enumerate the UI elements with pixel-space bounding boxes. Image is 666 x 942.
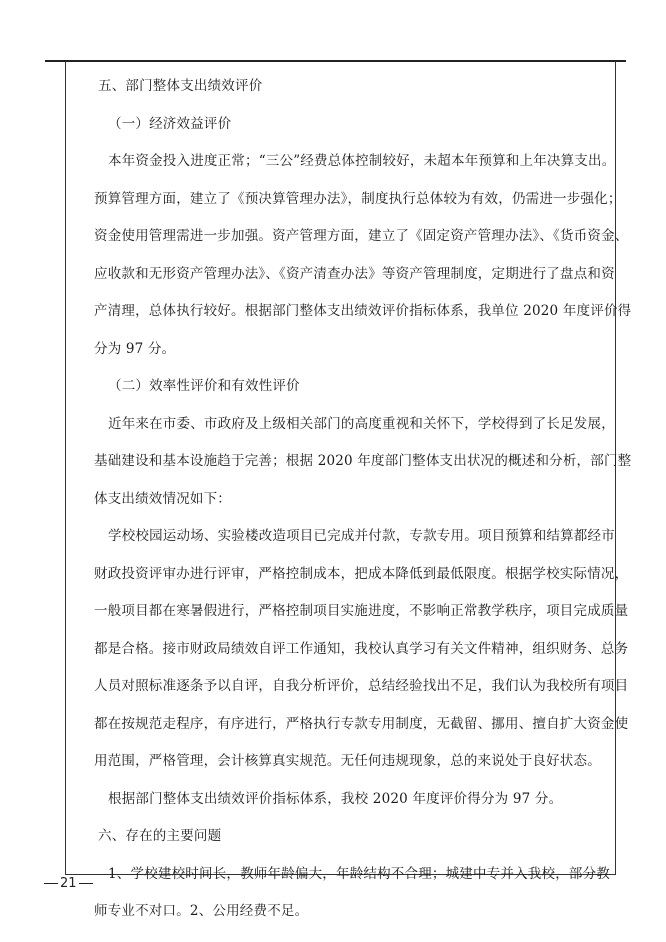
paragraph-line: 体支出绩效情况如下：	[94, 490, 231, 507]
paragraph-line: 本年资金投入进度正常；“三公”经费总体控制较好，未超本年预算和上年决算支出。	[108, 153, 616, 169]
paragraph-line: 近年来在市委、市政府及上级相关部门的高度重视和关怀下，学校得到了长足发展，	[108, 415, 615, 432]
paragraph-line: 一般项目都在寒暑假进行，严格控制项目实施进度，不影响正常教学秩序，项目完成质量	[94, 603, 629, 619]
footer-dash-left	[44, 883, 58, 884]
page-footer	[44, 876, 93, 892]
page-number: 21	[60, 876, 77, 891]
section-heading-6: 六、存在的主要问题	[98, 828, 222, 844]
paragraph-line: 人员对照标准逐条予以自评，自我分析评价，总结经验找出不足，我们认为我校所有项目	[94, 678, 629, 694]
paragraph-line: 基础建设和基本设施趋于完善；根据 2020 年度部门整体支出状况的概述和分析，部门整	[94, 453, 632, 469]
paragraph-line: 都在按规范走程序，有序进行，严格执行专款专用制度，无截留、挪用、擅自扩大资金使	[94, 715, 629, 732]
paragraph-line: 应收款和无形资产管理办法》、《资产清查办法》等资产管理制度，定期进行了盘点和资	[94, 265, 615, 282]
paragraph-line: 产清理，总体执行较好。根据部门整体支出绩效评价指标体系，我单位 2020 年度评价得	[94, 303, 632, 319]
paragraph-line: 财政投资评审办进行评审，严格控制成本，把成本降低到最低限度。根据学校实际情况，	[94, 565, 629, 582]
paragraph-line: 师专业不对口。2、公用经费不足。	[94, 903, 309, 919]
footer-dash-right	[79, 883, 93, 884]
paragraph-line: 学校校园运动场、实验楼改造项目已完成并付款，专款专用。项目预算和结算都经市	[108, 528, 615, 544]
subsection-heading-1: （一）经济效益评价	[108, 115, 232, 132]
paragraph-line: 根据部门整体支出绩效评价指标体系，我校 2020 年度评价得分为 97 分。	[108, 790, 563, 807]
paragraph-line: 都是合格。接市财政局绩效自评工作通知，我校认真学习有关文件精神，组织财务、总务	[94, 640, 629, 657]
subsection-heading-2: （二）效率性评价和有效性评价	[108, 378, 300, 394]
paragraph-line: 分为 97 分。	[94, 340, 176, 357]
document-body	[94, 68, 632, 931]
paragraph-line: 预算管理方面，建立了《预决算管理办法》，制度执行总体较为有效，仍需进一步强化；	[94, 190, 622, 207]
paragraph-line: 资金使用管理需进一步加强。资产管理方面，建立了《固定资产管理办法》、《货币资金、	[94, 228, 629, 244]
section-heading-5: 五、部门整体支出绩效评价	[98, 78, 263, 94]
paragraph-line: 1、学校建校时间长，教师年龄偏大，年龄结构不合理；城建中专并入我校，部分教	[108, 865, 610, 882]
paragraph-line: 用范围，严格管理，会计核算真实规范。无任何违规现象，总的来说处于良好状态。	[94, 753, 601, 769]
